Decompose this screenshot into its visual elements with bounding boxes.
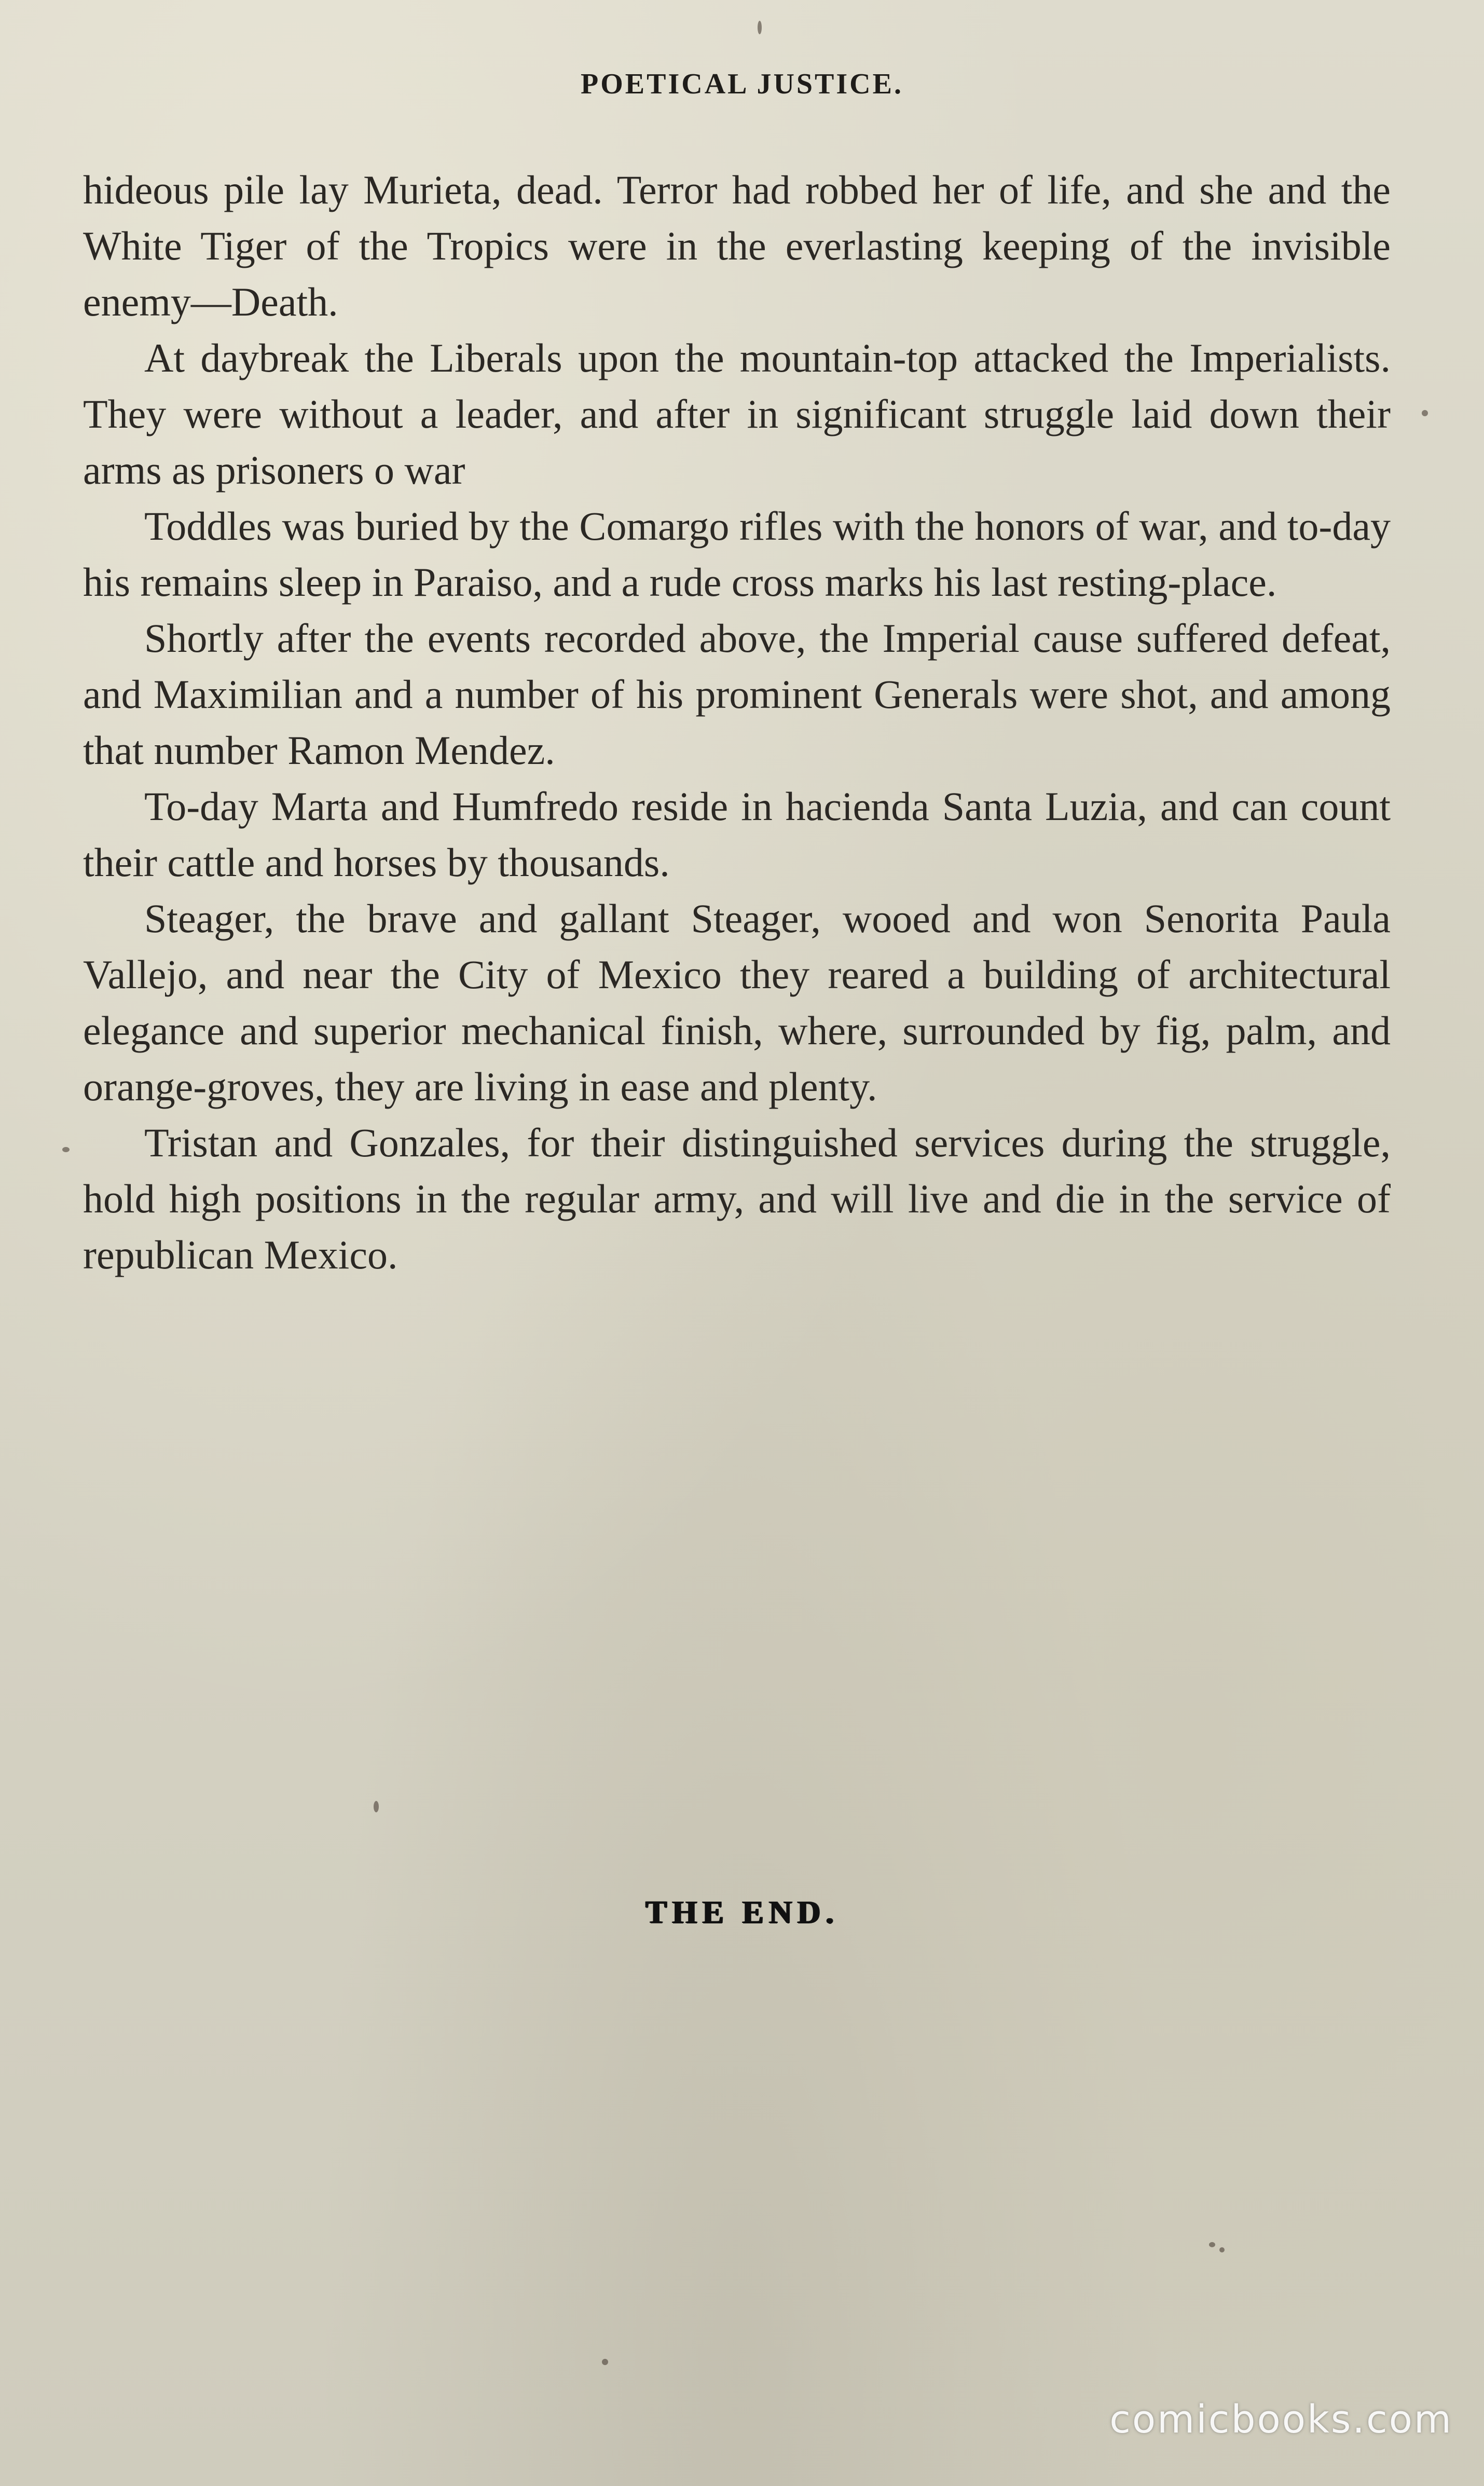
paper-speck <box>1219 2247 1225 2252</box>
running-head: POETICAL JUSTICE. <box>581 68 903 100</box>
paragraph-6: Steager, the brave and gallant Steager, wooed and won Senorita Paula Vallejo, and near the City of Mexico they reared a building of architectural elegance and superior mechanical finish, where, surrounded by fig, palm, and orange-groves, they are living in ease and plenty. <box>83 896 1391 1109</box>
paragraph-3: Toddles was buried by the Comargo rifles with the honors of war, and to-day his remains sleep in Paraiso, and a rude cross marks his last resting-place. <box>83 503 1391 605</box>
paper-speck <box>1422 410 1428 416</box>
paper-speck <box>374 1801 379 1812</box>
paragraph-5: To-day Marta and Humfredo reside in hacienda Santa Luzia, and can count their cattle and horses by thousands. <box>83 784 1391 885</box>
body-text <box>83 162 1391 1283</box>
watermark: comicbooks.com <box>1109 2397 1453 2442</box>
paragraph-4: Shortly after the events recorded above, the Imperial cause suffered defeat, and Maximilian and a number of his prominent Generals were shot, and among that number Ramon Mendez. <box>83 616 1391 773</box>
the-end-label: THE END. <box>645 1895 839 1930</box>
paper-speck <box>1209 2242 1215 2247</box>
paragraph-1: hideous pile lay Murieta, dead. Terror had robbed her of life, and she and the White Tiger of the Tropics were in the everlasting keeping of the invisible enemy—Death. <box>83 167 1391 324</box>
paper-speck <box>602 2359 608 2365</box>
paragraph-7: Tristan and Gonzales, for their distinguished services during the struggle, hold high positions in the regular army, and will live and die in the service of republican Mexico. <box>83 1120 1391 1277</box>
paper-speck <box>758 21 762 34</box>
paper-speck <box>62 1147 70 1152</box>
paragraph-2: At daybreak the Liberals upon the mountain-top attacked the Imperialists. They were without a leader, and after in significant struggle laid down their arms as prisoners o war <box>83 335 1391 493</box>
